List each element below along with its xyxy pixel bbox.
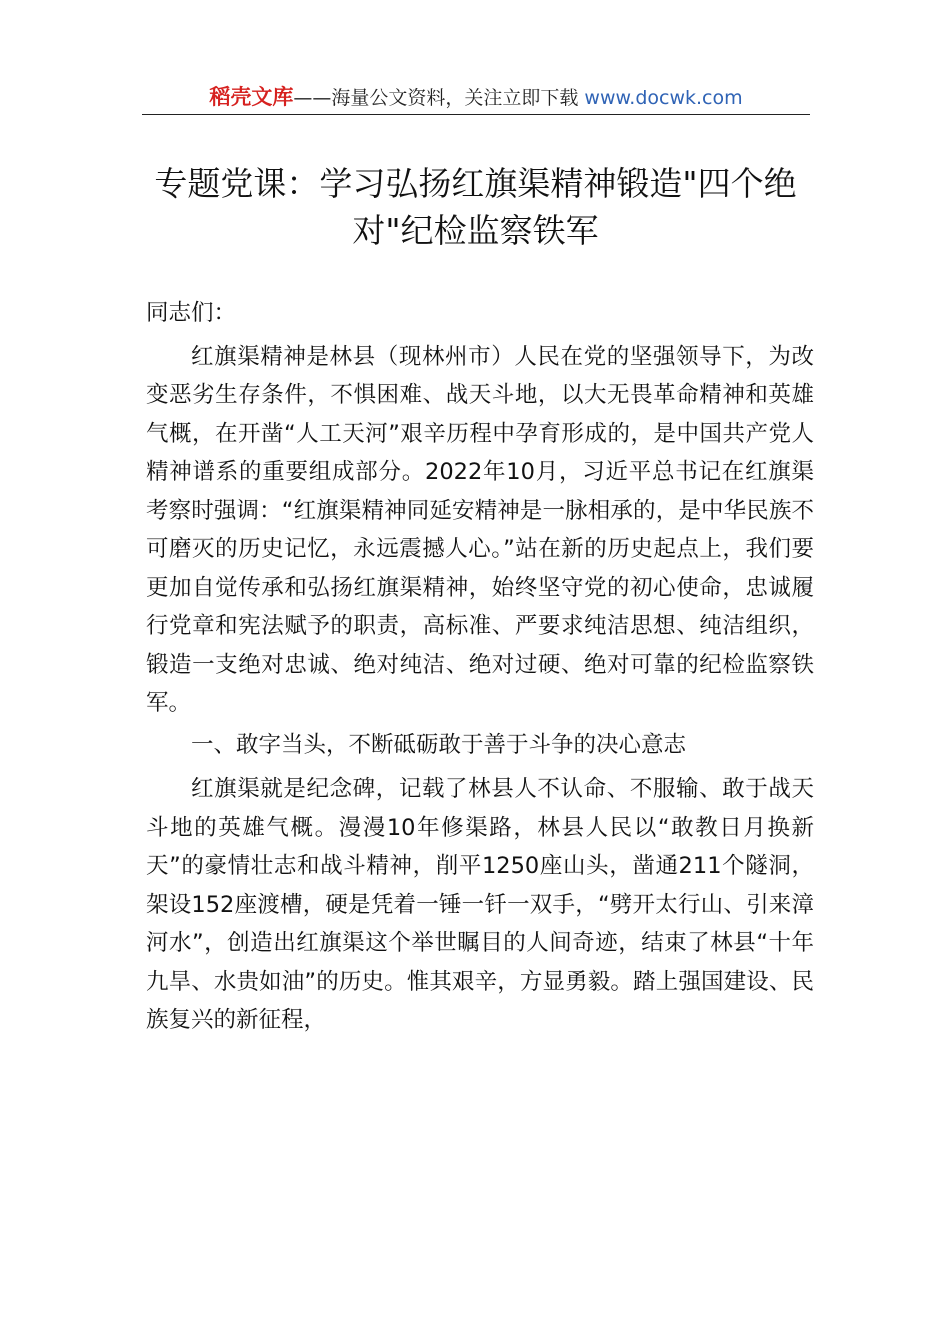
greeting: 同志们：	[146, 300, 237, 326]
section-heading: 一、敢字当头，不断砥砺敢于善于斗争的决心意志	[191, 731, 687, 758]
intro-paragraph: 红旗渠精神是林县（现林州市）人民在党的坚强领导下，为改变恶劣生存条件，不惧困难、战天斗地，以大无畏革命精神和英雄气概，在开凿“人工天河”艰辛历程中孕育形成的，是中国共产党人精神谱系的重要组成部分。2022年10月，习近平总书记在红旗渠考察时强调：“红旗渠精神同延安精神是一脉相承的，是中华民族不可磨灭的历史记忆，永远震撼人心。”站在新的历史起点上，我们要更加自觉传承和弘扬红旗渠精神，始终坚守党的初心使命，忠诚履行党章和宪法赋予的职责，高标准、严要求纯洁思想、纯洁组织，锻造一支绝对忠诚、绝对纯洁、绝对过硬、绝对可靠的纪检监察铁军。	[146, 343, 814, 716]
brand-name: 稻壳文库	[209, 85, 294, 109]
document-title: 专题党课：学习弘扬红旗渠精神锻造"四个绝对"纪检监察铁军	[154, 164, 797, 250]
site-link[interactable]: www.docwk.com	[578, 87, 743, 109]
site-header	[142, 84, 810, 114]
section-paragraph: 红旗渠就是纪念碑，记载了林县人不认命、不服输、敢于战天斗地的英雄气概。漫漫10年修渠路，林县人民以“敢教日月换新天”的豪情壮志和战斗精神，削平1250座山头，凿通211个隧洞，架设152座渡槽，硬是凭着一锤一钎一双手，“劈开太行山、引来漳河水”，创造出红旗渠这个举世瞩目的人间奇迹，结束了林县“十年九旱、水贵如油”的历史。惟其艰辛，方显勇毅。踏上强国建设、民族复兴的新征程，	[146, 776, 814, 1033]
header-divider	[142, 114, 810, 115]
header-slogan: ——海量公文资料，关注立即下载	[293, 87, 579, 109]
document-body	[146, 294, 814, 1043]
